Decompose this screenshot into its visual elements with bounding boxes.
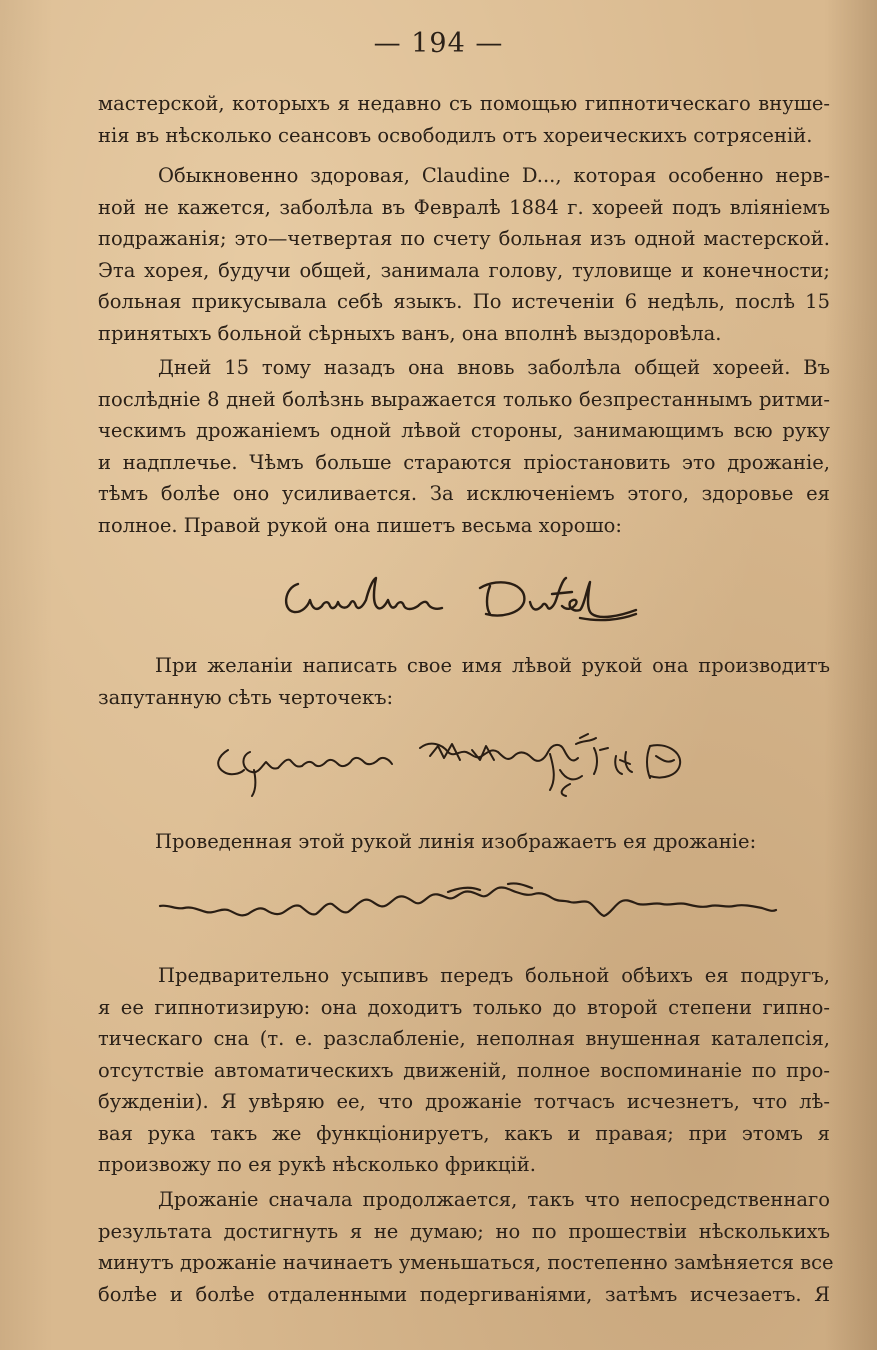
text-line: ной не кажется, заболѣла въ Февралѣ 1884 г. хореей подъ вліяніемъ (98, 195, 830, 219)
paragraph-1 (98, 88, 830, 151)
text-line: тѣмъ болѣе оно усиливается. За исключеніемъ этого, здоровье ея (98, 482, 830, 505)
text-line: минутъ дрожаніе начинаетъ уменьшаться, постепенно замѣняется все (98, 1251, 834, 1274)
signature-right-hand-image (280, 570, 640, 630)
text-line: произвожу по ея рукѣ нѣсколько фрикцій. (98, 1153, 536, 1176)
paragraph-2 (98, 160, 830, 349)
paragraph-5 (98, 1184, 834, 1310)
page-number: — 194 — (373, 28, 504, 59)
paragraph-4 (98, 960, 830, 1181)
text-line: я ее гипнотизирую: она доходитъ только до второй степени гипно- (98, 995, 830, 1019)
text-line: отсутствіе автоматическихъ движеній, полное воспоминаніе по про- (98, 1058, 830, 1082)
text-line: послѣдніе 8 дней болѣзнь выражается только безпрестаннымъ ритми- (98, 387, 830, 411)
text-line: принятыхъ больной сѣрныхъ ванъ, она вполнѣ выздоровѣла. (98, 321, 722, 345)
text-line: ческимъ дрожаніемъ одной лѣвой стороны, занимающимъ всю руку (98, 419, 830, 442)
text-line: полное. Правой рукой она пишетъ весьма хорошо: (98, 513, 622, 537)
caption-tremor: Проведенная этой рукой линія изображаетъ ея дрожаніе: (155, 830, 757, 853)
text-line: Обыкновенно здоровая, Claudine D..., которая особенно нерв- (158, 164, 830, 187)
text-line: и надплечье. Чѣмъ больше стараются пріостановить это дрожаніе, (98, 450, 830, 474)
text-line: Предварительно усыпивъ передъ больной обѣихъ ея подругъ, (158, 964, 830, 987)
text-line: тическаго сна (т. е. разслабленіе, неполная внушенная каталепсія, (98, 1027, 830, 1050)
text-line: Эта хорея, будучи общей, занимала голову, туловище и конечности; (98, 258, 830, 282)
caption-left-hand-continued: запутанную сѣть черточекъ: (98, 686, 394, 709)
text-line: болѣе и болѣе отдаленными подергиваніями, затѣмъ исчезаетъ. Я (98, 1282, 830, 1306)
tremor-line-image (158, 880, 778, 925)
text-line: подражанія; это—четвертая по счету больная изъ одной мастерской. (98, 227, 830, 250)
text-line: бужденіи). Я увѣряю ее, что дрожаніе тотчасъ исчезнетъ, что лѣ- (98, 1090, 830, 1113)
text-line: вая рука такъ же функціонируетъ, какъ и правая; при этомъ я (98, 1121, 830, 1145)
text-line: больная прикусывала себѣ языкъ. По истеченіи 6 недѣль, послѣ 15 (98, 290, 830, 313)
text-line: нія въ нѣсколько сеансовъ освободилъ отъ хореическихъ сотрясеній. (98, 123, 813, 147)
text-line: Дней 15 тому назадъ она вновь заболѣла общей хореей. Въ (158, 356, 830, 379)
text-line: Дрожаніе сначала продолжается, такъ что непосредственнаго (158, 1188, 830, 1211)
left-hand-scribble-image (210, 730, 700, 805)
paragraph-3 (98, 352, 830, 541)
text-line: результата достигнуть я не думаю; но по прошествіи нѣсколькихъ (98, 1219, 830, 1243)
caption-left-hand: При желаніи написать свое имя лѣвой рукой она производитъ (155, 654, 830, 677)
text-line: мастерской, которыхъ я недавно съ помощью гипнотическаго внуше- (98, 92, 830, 115)
